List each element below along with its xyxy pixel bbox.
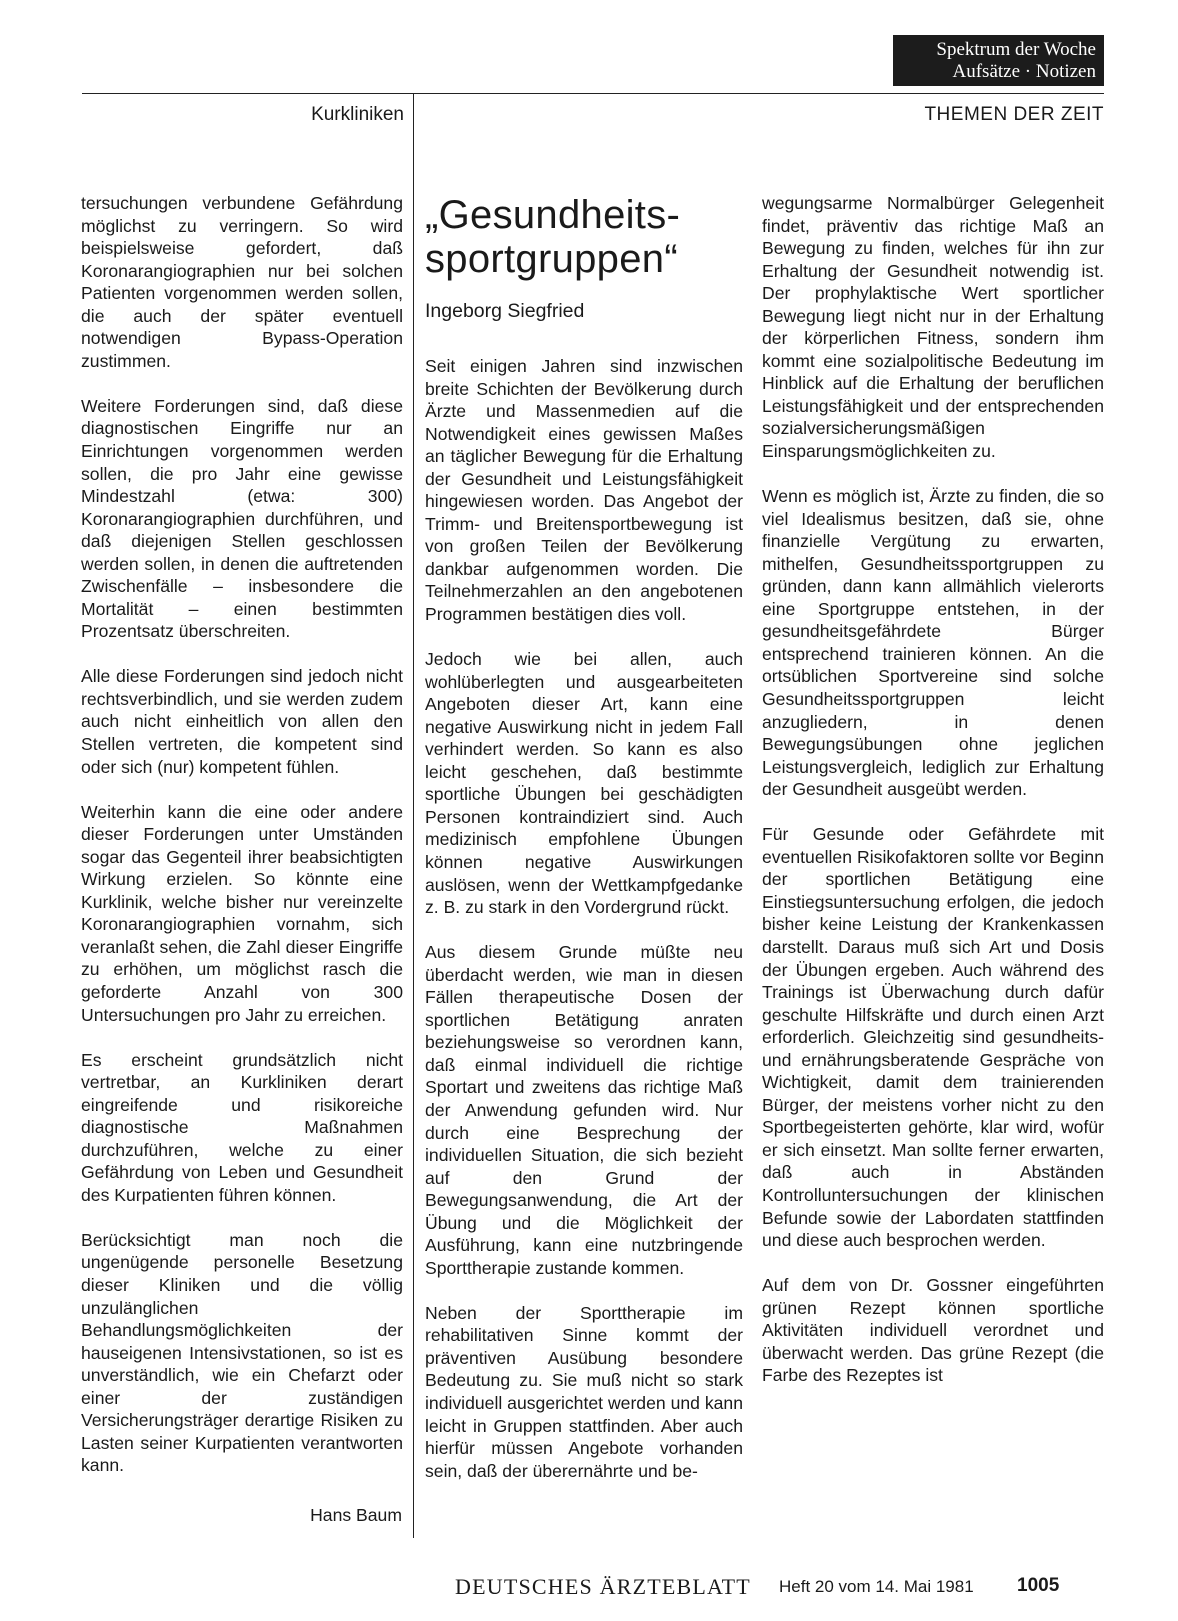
paragraph: Seit einigen Jahren sind inzwischen breite Schichten der Bevölkerung durch Ärzte und Massenmedien auf die Notwendigkeit eines gewissen Maßes an täglicher Bewegung für die Erhaltung der Gesundheit und Leistungsfähigkeit hingewiesen worden. Das Angebot der Trimm- und Breitensportbewegung ist von großen Teilen der Bevölkerung dankbar aufgenommen worden. Die Teilnehmerzahlen an den angebotenen Programmen bestätigen dies voll.	[425, 356, 743, 625]
section-badge	[893, 35, 1104, 86]
paragraph: wegungsarme Normalbürger Gelegenheit findet, präventiv das richtige Maß an Bewegung zu finden, welches für ihn zur Erhaltung der Gesundheit notwendig ist. Der prophylaktische Wert sportlicher Bewegung liegt nicht nur in der Erhaltung der körperlichen Fitness, sondern ihm kommt eine sozialpolitische Bedeutung im Hinblick auf die Erhaltung der beruflichen Leistungsfähigkeit und der entsprechenden sozialversicherungsmäßigen Einsparungsmöglichkeiten zu.	[762, 193, 1104, 462]
section-label-left: Kurkliniken	[311, 104, 404, 125]
paragraph: Für Gesunde oder Gefährdete mit eventuellen Risikofaktoren sollte vor Beginn der sportlichen Betätigung eine Einstiegsuntersuchung erfolgen, die jedoch bisher keine Leistung der Krankenkassen darstellt. Daraus muß sich Art und Dosis der Übungen ergeben. Auch während des Trainings ist Überwachung durch dafür geschulte Hilfskräfte und durch einen Arzt erforderlich. Gleichzeitig sind gesundheits- und ernährungsberatende Gespräche von Wichtigkeit, damit dem trainierenden Bürger, der meistens vorher nicht zu den Sportbegeisterten gehörte, klar wird, wofür er sich einsetzt. Man sollte ferner erwarten, daß auch in Abständen Kontrolluntersuchungen der klinischen Befunde sowie der Labordaten stattfinden und diese auch besprochen werden.	[762, 824, 1104, 1251]
paragraph: Wenn es möglich ist, Ärzte zu finden, die so viel Idealismus besitzen, daß sie, ohne finanzielle Vergütung zu erwarten, mithelfen, Gesundheitssportgruppen zu gründen, dann kann allmählich vielerorts eine Sportgruppe entstehen, in der gesundheitsgefährdete Bürger entsprechend trainieren können. An die ortsüblichen Sportvereine sind solche Gesundheitssportgruppen leicht anzugliedern, in denen Bewegungsübungen ohne jeglichen Leistungsvergleich, lediglich zur Erhaltung der Gesundheit ausgeübt werden.	[762, 486, 1104, 800]
paragraph: Neben der Sporttherapie im rehabilitativen Sinne kommt der präventiven Ausübung besondere Bedeutung zu. Sie muß nicht so stark individuell ausgerichtet werden und kann leicht in Gruppen stattfinden. Aber auch hierfür müssen Angebote vorhanden sein, daß der überernährte und be-	[425, 1302, 743, 1481]
paragraph: Weitere Forderungen sind, daß diese diagnostischen Eingriffe nur an Einrichtungen vorgenommen werden sollen, die pro Jahr eine gewisse Mindestzahl (etwa: 300) Koronarangiographien durchführen, und daß diejenigen Stellen geschlossen werden sollen, in denen die auftretenden Zwischenfälle – insbesondere die Mortalität – einen bestimmten Prozentsatz überschreiten.	[81, 395, 403, 642]
paragraph: Es erscheint grundsätzlich nicht vertretbar, an Kurkliniken derart eingreifende und risikoreiche diagnostische Maßnahmen durchzuführen, welche zu einer Gefährdung von Leben und Gesundheit des Kurpatienten führen können.	[81, 1049, 403, 1205]
middle-article-column	[425, 355, 743, 1482]
article-title	[425, 193, 745, 281]
article-author: Ingeborg Siegfried	[425, 300, 585, 322]
paragraph: Berücksichtigt man noch die ungenügende personelle Besetzung dieser Kliniken und die völlig unzulänglichen Behandlungsmöglichkeiten der hauseigenen Intensivstationen, so ist es unverständlich, wie ein Chefarzt oder einer der zuständigen Versicherungsträger derartige Risiken zu Lasten seiner Kurpatienten verantworten kann.	[81, 1229, 403, 1476]
badge-line-2: Aufsätze · Notizen	[952, 61, 1096, 82]
left-article-column	[81, 192, 403, 1477]
paragraph: Jedoch wie bei allen, auch wohlüberlegten und ausgearbeiteten Angeboten dieser Art, kann eine negative Auswirkung nicht in jedem Fall verhindert werden. So kann es also leicht geschehen, daß bestimmte sportliche Übungen bei geschädigten Personen kontraindiziert sind. Auch medizinisch empfohlene Übungen können negative Auswirkungen auslösen, wenn der Wettkampfgedanke z. B. zu stark in den Vordergrund rückt.	[425, 649, 743, 918]
issue-info: Heft 20 vom 14. Mai 1981	[779, 1577, 974, 1596]
right-article-column	[762, 192, 1104, 1387]
paragraph: Alle diese Forderungen sind jedoch nicht rechtsverbindlich, und sie werden zudem auch nicht einheitlich von allen den Stellen vertreten, die kompetent sind oder sich (nur) kompetent fühlen.	[81, 666, 403, 777]
author-signature: Hans Baum	[310, 1505, 402, 1525]
journal-name: DEUTSCHES ÄRZTEBLATT	[455, 1574, 751, 1599]
paragraph: Aus diesem Grunde müßte neu überdacht werden, wie man in diesen Fällen therapeutische Dosen der sportlichen Betätigung anraten beziehungsweise so verordnen kann, daß einmal individuell die richtige Sportart und zweitens das richtige Maß der Anwendung gefunden wird. Nur durch eine Besprechung der individuellen Situation, die sich bezieht auf den Grund der Bewegungsanwendung, die Art der Übung und die Möglichkeit der Ausführung, kann eine nutzbringende Sporttherapie zustande kommen.	[425, 942, 743, 1278]
header-rule	[82, 93, 1104, 94]
paragraph: Weiterhin kann die eine oder andere dieser Forderungen unter Umständen sogar das Gegenteil ihrer beabsichtigten Wirkung erzielen. So könnte eine Kurklinik, welche bisher nur vereinzelte Koronarangiographien vornahm, sich veranlaßt sehen, die Zahl dieser Eingriffe zu erhöhen, um möglichst rasch die geforderte Anzahl von 300 Untersuchungen pro Jahr zu erreichen.	[81, 801, 403, 1025]
section-label-right: THEMEN DER ZEIT	[924, 104, 1104, 125]
page-number: 1005	[1017, 1575, 1060, 1596]
column-divider	[413, 93, 414, 1538]
badge-line-1: Spektrum der Woche	[936, 39, 1096, 60]
article-title-line-1: „Gesundheits-	[425, 193, 681, 237]
article-title-line-2: sportgruppen“	[425, 237, 678, 281]
paragraph: Auf dem von Dr. Gossner eingeführten grünen Rezept können sportliche Aktivitäten individuell verordnet und überwacht werden. Das grüne Rezept (die Farbe des Rezeptes ist	[762, 1275, 1104, 1386]
paragraph: tersuchungen verbundene Gefährdung möglichst zu verringern. So wird beispielsweise gefordert, daß Koronarangiographien nur bei solchen Patienten vorgenommen werden sollen, die auch der später eventuell notwendigen Bypass-Operation zustimmen.	[81, 193, 403, 371]
